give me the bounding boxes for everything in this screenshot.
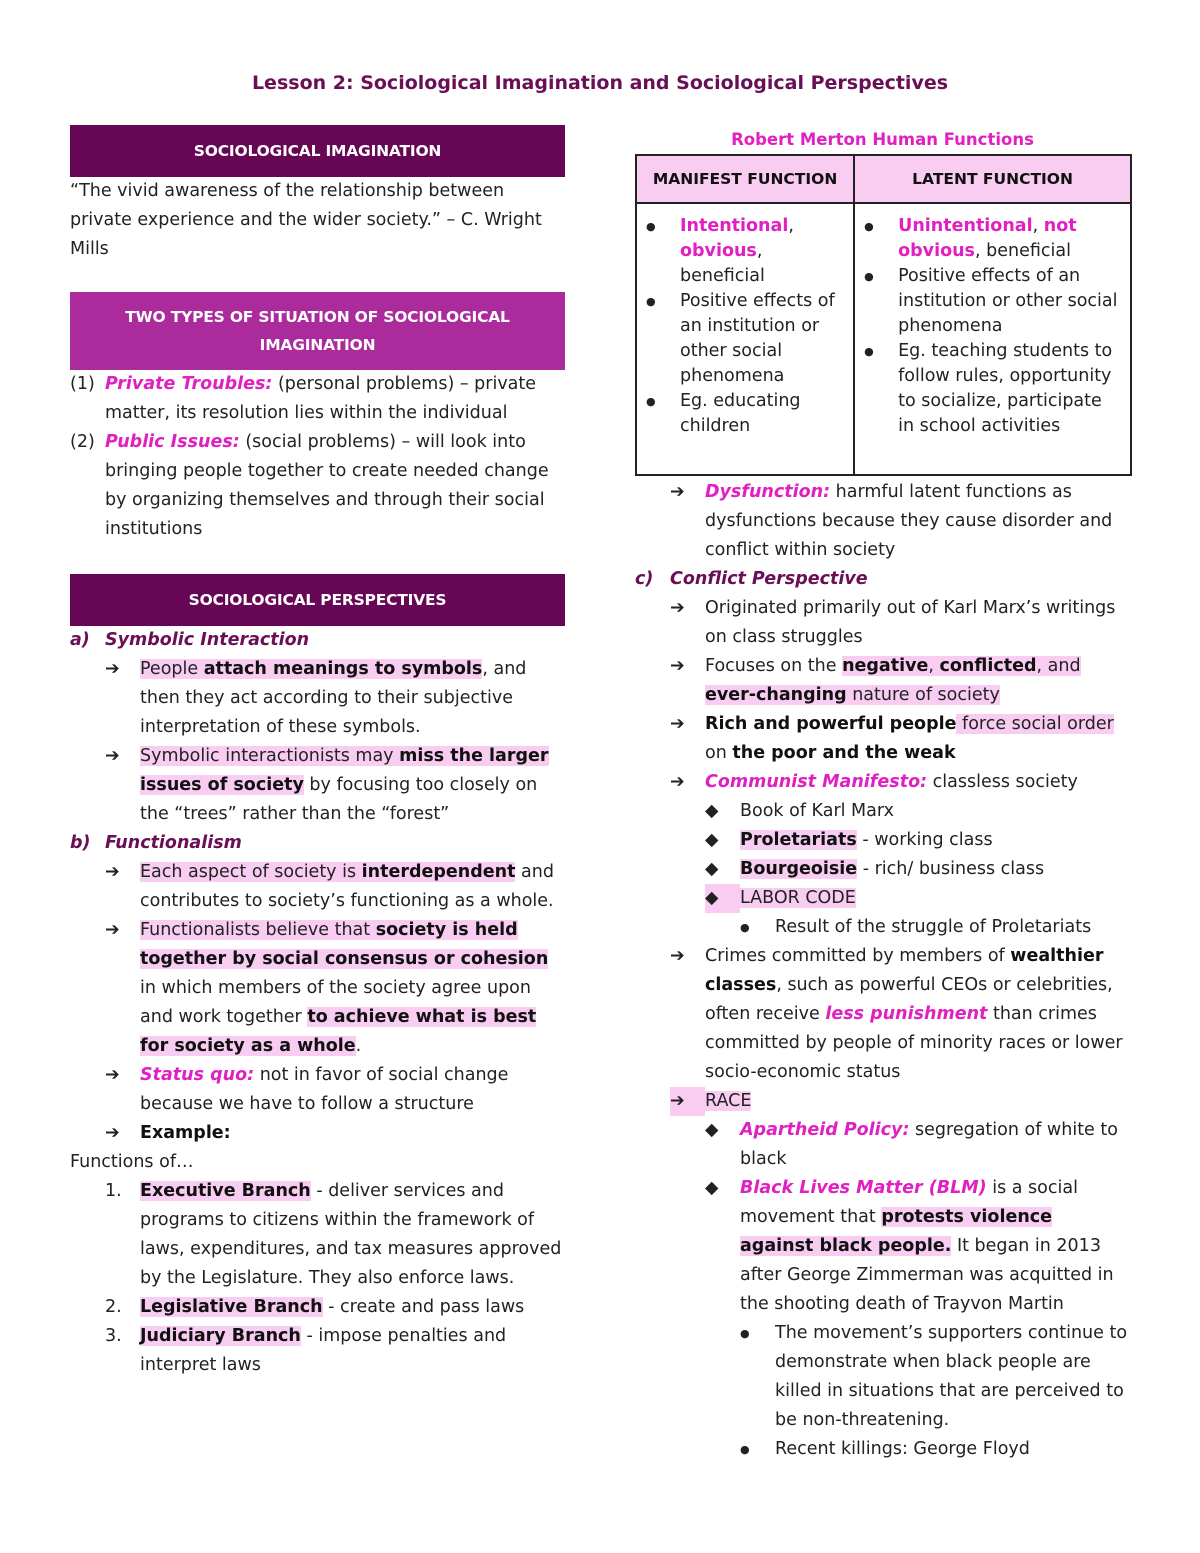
arrow-icon: ➔ (670, 482, 685, 502)
private-troubles-item: (1) Private Troubles: (personal problems) – private matter, its resolution lies within the individual (70, 374, 537, 423)
list-item: ➔ Functionalists believe that society is held together by social consensus or cohesion in which members of the society agree upon and work together to achieve what is best for society as a whole. (70, 916, 565, 1061)
arrow-icon: ➔ (105, 1123, 120, 1143)
arrow-icon: ➔ (670, 1087, 705, 1116)
mills-quote: “The vivid awareness of the relationship between private experience and the wider society.” – C. Wright Mills (70, 181, 542, 259)
arrow-icon: ➔ (105, 862, 120, 882)
list-item: ● The movement’s supporters continue to demonstrate when black people are killed in situations that are perceived to be non-threatening. (635, 1319, 1130, 1435)
merton-functions-table (635, 154, 1132, 476)
list-item: ● Result of the struggle of Proletariats (635, 913, 1130, 942)
functions-of-label: Functions of… (70, 1152, 194, 1172)
manifest-function-header: MANIFEST FUNCTION (636, 155, 854, 203)
arrow-icon: ➔ (670, 946, 685, 966)
symbolic-interaction-heading: a) Symbolic Interaction (70, 630, 310, 650)
bullet-icon: ● (740, 1443, 750, 1456)
arrow-icon: ➔ (105, 746, 120, 766)
arrow-icon: ➔ (105, 659, 120, 679)
conflict-perspective-heading: c) Conflict Perspective (635, 569, 868, 589)
list-item: ➔ Symbolic interactionists may miss the larger issues of society by focusing too closely on the “trees” rather than the “forest” (70, 742, 565, 829)
list-item: ◆ Bourgeoisie - rich/ business class (635, 855, 1130, 884)
list-item: ➔ RACE (635, 1087, 1130, 1116)
list-item: ➔ Focuses on the negative, conflicted, and ever-changing nature of society (635, 652, 1130, 710)
latent-function-cell: ● Unintentional, not obvious, beneficial ● Positive effects of an institution or other social phenomena ● Eg. teaching students to follow rules, opportunity to socialize, participate in school activities (854, 203, 1131, 475)
sociological-imagination-header: SOCIOLOGICAL IMAGINATION (70, 125, 565, 177)
list-item: 3. Judiciary Branch - impose penalties and interpret laws (105, 1326, 507, 1375)
arrow-icon: ➔ (670, 656, 685, 676)
list-item: ➔ Rich and powerful people force social order on the poor and the weak (635, 710, 1130, 768)
left-column (70, 125, 565, 1380)
diamond-icon: ◆ (705, 801, 719, 821)
list-item: ➔ Each aspect of society is interdependent and contributes to society’s functioning as a whole. (70, 858, 565, 916)
bullet-icon: ● (740, 921, 750, 934)
list-item: ◆ LABOR CODE (635, 884, 1130, 913)
list-item: 1. Executive Branch - deliver services and programs to citizens within the framework of laws, expenditures, and tax measures approved by the Legislature. They also enforce laws. (105, 1181, 562, 1288)
public-issues-item: (2) Public Issues: (social problems) – will look into bringing people together to create needed change by organizing themselves and through their social institutions (70, 432, 549, 539)
arrow-icon: ➔ (105, 920, 120, 940)
list-item: ➔ Dysfunction: harmful latent functions as dysfunctions because they cause disorder and conflict within society (635, 478, 1130, 565)
diamond-icon: ◆ (705, 1178, 719, 1198)
manifest-function-cell: ● Intentional, obvious, beneficial ● Positive effects of an institution or other social phenomena ● Eg. educating children (636, 203, 854, 475)
arrow-icon: ➔ (670, 598, 685, 618)
arrow-icon: ➔ (670, 714, 685, 734)
latent-function-header: LATENT FUNCTION (854, 155, 1131, 203)
list-item: ➔ Crimes committed by members of wealthier classes, such as powerful CEOs or celebrities, often receive less punishment than crimes committed by people of minority races or lower socio-economic status (635, 942, 1130, 1087)
bullet-icon: ● (740, 1327, 750, 1340)
diamond-icon: ◆ (705, 859, 719, 879)
list-item: ◆ Proletariats - working class (635, 826, 1130, 855)
list-item: ◆ Book of Karl Marx (635, 797, 1130, 826)
diamond-icon: ◆ (705, 830, 719, 850)
list-item: ➔ Communist Manifesto: classless society (635, 768, 1130, 797)
table-caption: Robert Merton Human Functions (731, 130, 1034, 149)
right-column (635, 125, 1130, 1464)
page-title: Lesson 2: Sociological Imagination and Sociological Perspectives (251, 72, 949, 94)
diamond-icon: ◆ (705, 884, 740, 913)
diamond-icon: ◆ (705, 1120, 719, 1140)
arrow-icon: ➔ (105, 1065, 120, 1085)
list-item: ➔ People attach meanings to symbols, and then they act according to their subjective interpretation of these symbols. (70, 655, 565, 742)
functionalism-heading: b) Functionalism (70, 833, 242, 853)
list-item: ◆ Apartheid Policy: segregation of white to black (635, 1116, 1130, 1174)
sociological-perspectives-header: SOCIOLOGICAL PERSPECTIVES (70, 574, 565, 626)
arrow-icon: ➔ (670, 772, 685, 792)
list-item: ● Recent killings: George Floyd (635, 1435, 1130, 1464)
two-types-header: TWO TYPES OF SITUATION OF SOCIOLOGICAL IMAGINATION (70, 292, 565, 370)
list-item: ➔ Originated primarily out of Karl Marx’s writings on class struggles (635, 594, 1130, 652)
list-item: ➔ Example: (70, 1119, 565, 1148)
list-item: ➔ Status quo: not in favor of social change because we have to follow a structure (70, 1061, 565, 1119)
list-item: ◆ Black Lives Matter (BLM) is a social movement that protests violence against black people. It began in 2013 after George Zimmerman was acquitted in the shooting death of Trayvon Martin (635, 1174, 1130, 1319)
list-item: 2. Legislative Branch - create and pass laws (105, 1297, 525, 1317)
